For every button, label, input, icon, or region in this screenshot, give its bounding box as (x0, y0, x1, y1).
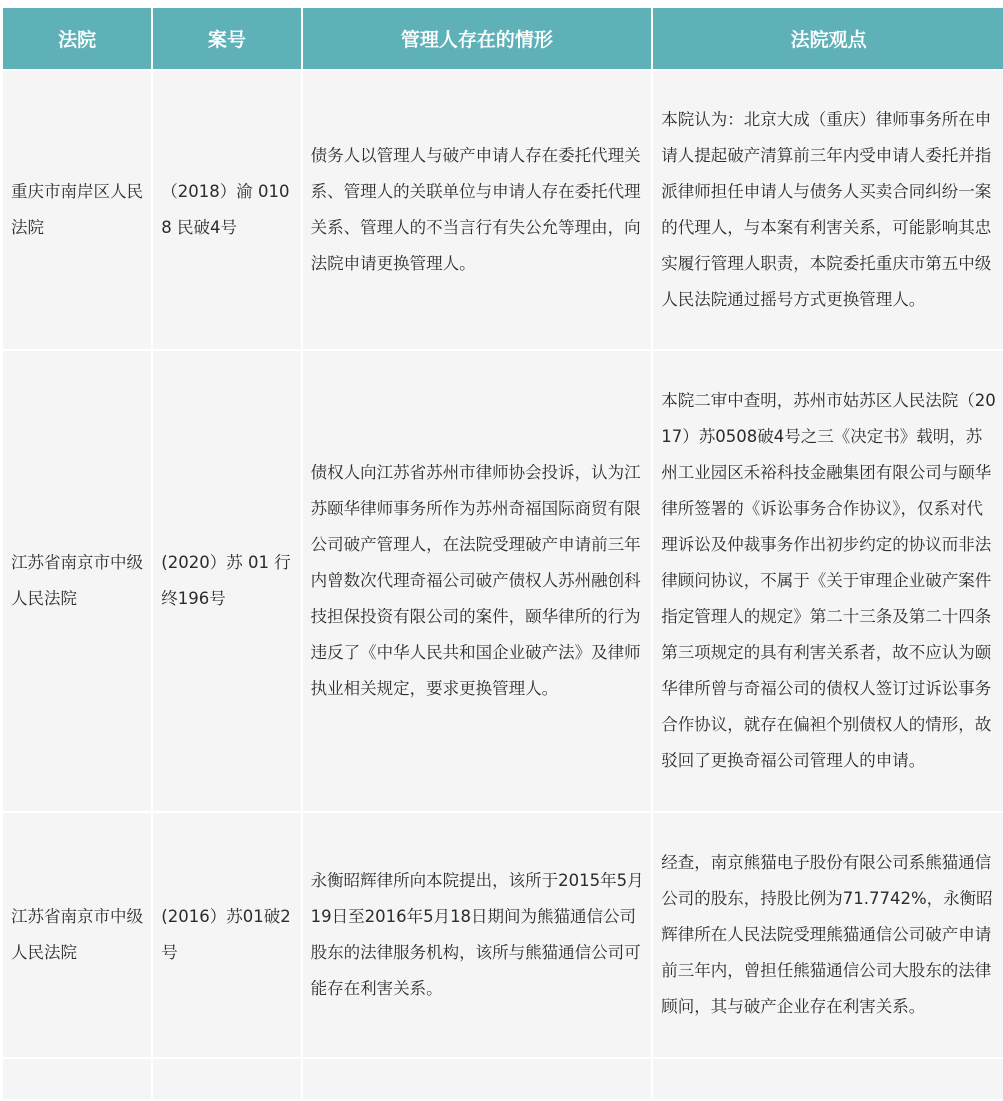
cell-case-no: （2018）渝 0108 民破4号 (153, 71, 300, 349)
table-header (3, 8, 1003, 69)
table-row (3, 71, 1003, 349)
cell-situation: 债权人向江苏省苏州市律师协会投诉，认为江苏颐华律师事务所作为苏州奇福国际商贸有限公司破产管理人，在法院受理破产申请前三年内曾数次代理奇福公司破产债权人苏州融创科技担保投资有限公司的案件，颐华律所的行为违反了《中华人民共和国企业破产法》及律师执业相关规定，要求更换管理人。 (303, 351, 652, 811)
cell-situation: 永衡昭辉律所向本院提出，该所于2015年5月19日至2016年5月18日期间为熊猫通信公司股东的法律服务机构，该所与熊猫通信公司可能存在利害关系。 (303, 813, 652, 1057)
case-table (1, 6, 1003, 1101)
cell-court: 重庆市南岸区人民法院 (3, 71, 151, 349)
cell-empty (303, 1059, 652, 1099)
header-situation: 管理人存在的情形 (303, 8, 652, 69)
table-row (3, 813, 1003, 1057)
cell-case-no: (2020）苏 01 行终196号 (153, 351, 300, 811)
table-row (3, 351, 1003, 811)
cell-opinion: 经查，南京熊猫电子股份有限公司系熊猫通信公司的股东，持股比例为71.7742%，永衡昭辉律所在人民法院受理熊猫通信公司破产申请前三年内，曾担任熊猫通信公司大股东的法律顾问，其与破产企业存在利害关系。 (653, 813, 1003, 1057)
cell-situation: 债务人以管理人与破产申请人存在委托代理关系、管理人的关联单位与申请人存在委托代理关系、管理人的不当言行有失公允等理由，向法院申请更换管理人。 (303, 71, 652, 349)
cell-court: 江苏省南京市中级人民法院 (3, 813, 151, 1057)
cell-court: 江苏省南京市中级人民法院 (3, 351, 151, 811)
cell-case-no: (2016）苏01破2号 (153, 813, 300, 1057)
table-row-partial (3, 1059, 1003, 1099)
table-body (3, 71, 1003, 1099)
document-page (0, 6, 1003, 1075)
header-court: 法院 (3, 8, 151, 69)
cell-empty (153, 1059, 300, 1099)
header-opinion: 法院观点 (653, 8, 1003, 69)
cell-opinion: 本院认为：北京大成（重庆）律师事务所在申请人提起破产清算前三年内受申请人委托并指派律师担任申请人与债务人买卖合同纠纷一案的代理人，与本案有利害关系，可能影响其忠实履行管理人职责，本院委托重庆市第五中级人民法院通过摇号方式更换管理人。 (653, 71, 1003, 349)
cell-opinion: 本院二审中查明，苏州市姑苏区人民法院（2017）苏0508破4号之三《决定书》载明，苏州工业园区禾裕科技金融集团有限公司与颐华律所签署的《诉讼事务合作协议》，仅系对代理诉讼及仲裁事务作出初步约定的协议而非法律顾问协议，不属于《关于审理企业破产案件指定管理人的规定》第二十三条及第二十四条第三项规定的具有利害关系者，故不应认为颐华律所曾与奇福公司的债权人签订过诉讼事务合作协议，就存在偏袒个别债权人的情形，故驳回了更换奇福公司管理人的申请。 (653, 351, 1003, 811)
cell-empty (653, 1059, 1003, 1099)
header-row (3, 8, 1003, 69)
header-case-no: 案号 (153, 8, 300, 69)
cell-empty (3, 1059, 151, 1099)
